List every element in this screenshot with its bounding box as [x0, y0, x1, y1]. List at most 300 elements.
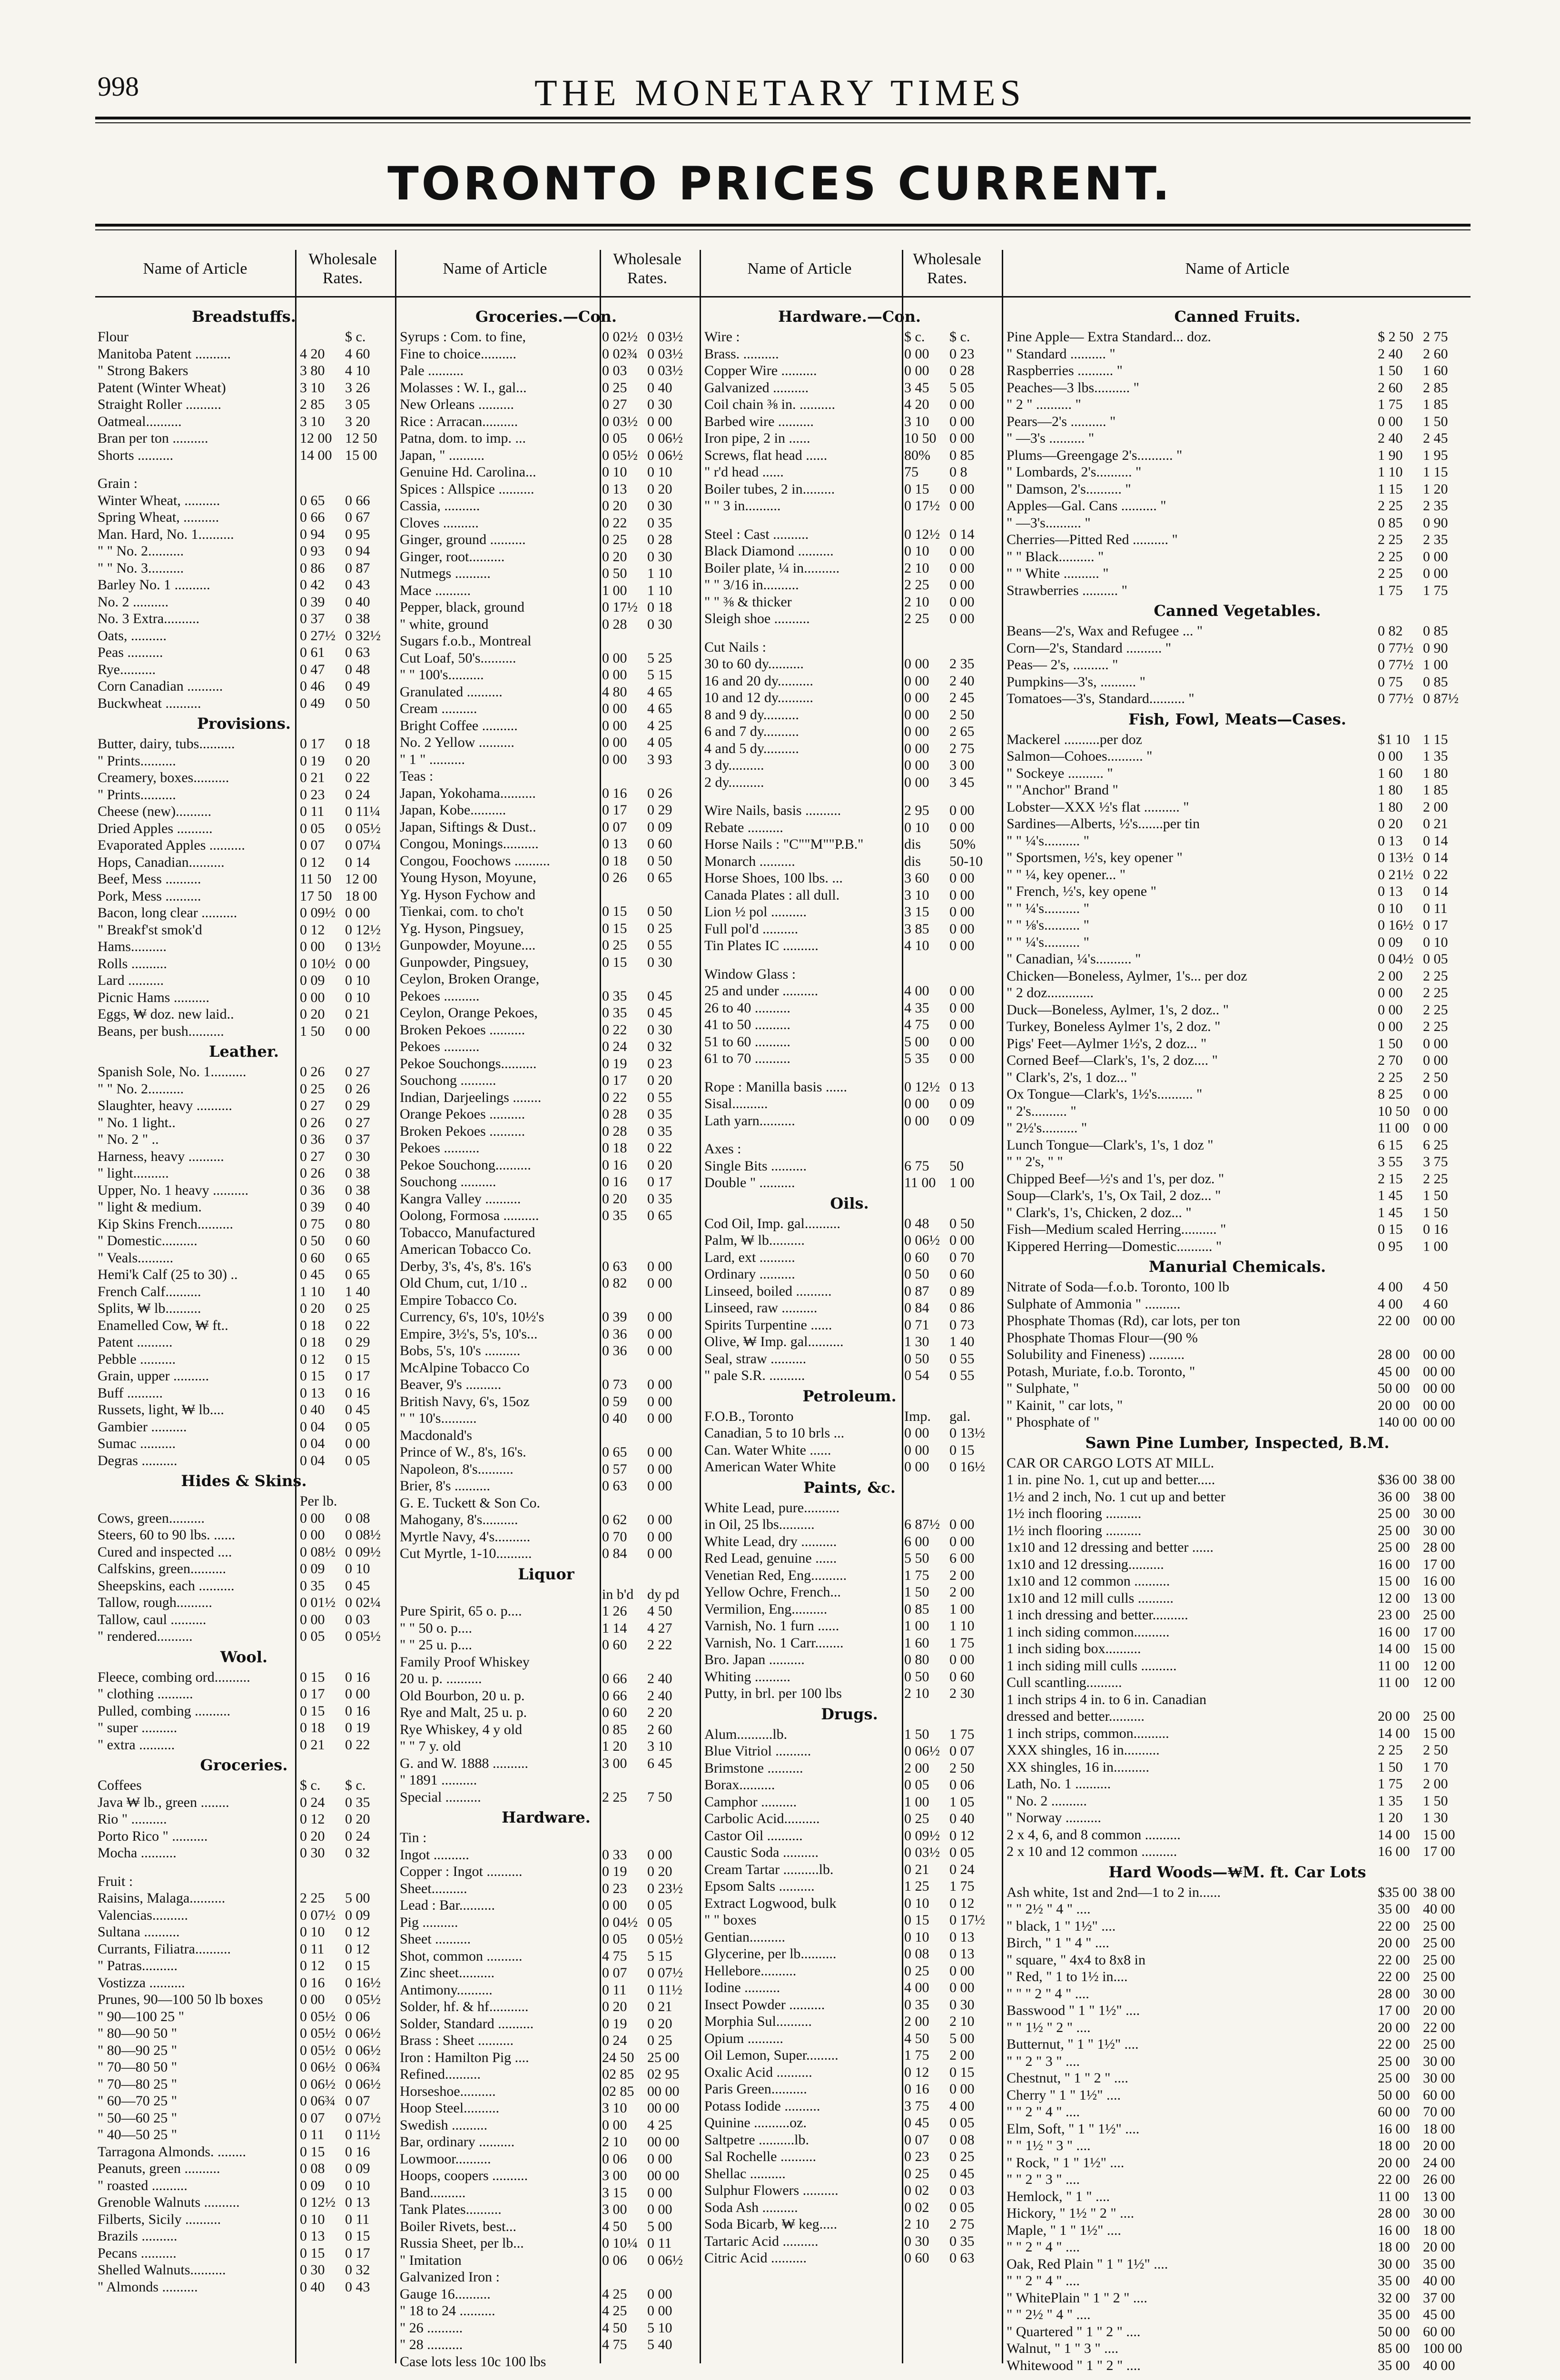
price-high: 1 85	[1423, 782, 1448, 798]
price-low: 0 60	[602, 1705, 627, 1720]
price-high: 0 00	[949, 1000, 975, 1016]
price-row	[400, 1772, 692, 1789]
price-high: 0 05	[647, 1914, 672, 1930]
article-name: Myrtle Navy, 4's..........	[400, 1528, 531, 1545]
price-row	[98, 1097, 390, 1114]
price-low: 22 00	[1378, 1313, 1410, 1329]
price-low: 0 02	[904, 2182, 929, 2198]
article-name: 2 dy..........	[704, 774, 764, 790]
price-row	[400, 886, 692, 903]
price-low: 0 36	[300, 1131, 325, 1147]
price-row	[98, 594, 390, 611]
price-low: 1 80	[1378, 799, 1403, 815]
price-row	[400, 582, 692, 599]
article-name: Venetian Red, Eng..........	[704, 1567, 847, 1583]
price-row	[704, 610, 995, 627]
price-row	[98, 837, 390, 854]
price-high: 0 20	[647, 481, 672, 497]
article-name: American Water White	[704, 1459, 836, 1475]
price-high: 0 13	[949, 1079, 975, 1095]
price-low: 1 25	[904, 1878, 929, 1894]
article-name: 51 to 60 ..........	[704, 1033, 790, 1050]
price-low: dis	[904, 836, 921, 852]
price-low: 0 27	[300, 1098, 325, 1113]
price-high: 0 00	[647, 1393, 672, 1409]
price-low	[1378, 1691, 1423, 1708]
article-name: " " Black.......... "	[1007, 548, 1104, 565]
price-low: 0 50	[300, 1233, 325, 1249]
article-name: Cured and inspected ....	[98, 1544, 232, 1560]
article-name: " " 25 u. p....	[400, 1637, 472, 1653]
price-row	[704, 497, 995, 515]
price-high: 2 00	[949, 1584, 975, 1600]
article-name: Antimony..........	[400, 1982, 493, 1998]
price-low: 11 50	[300, 871, 332, 887]
price-low: 0 26	[300, 1114, 325, 1130]
price-row	[400, 548, 692, 565]
price-high: 2 22	[647, 1637, 672, 1653]
price-high: 0 08	[949, 2132, 975, 2148]
price-high: 0 65	[647, 870, 672, 885]
price-high: 3 00	[949, 757, 975, 773]
price-high: 0 20	[647, 1072, 672, 1088]
price-high: 4 25	[647, 717, 672, 734]
price-high	[647, 971, 692, 988]
price-low: 0 54	[904, 1368, 929, 1383]
article-name: Sulphur Flowers ..........	[704, 2182, 839, 2198]
article-name: " —3's .......... "	[1007, 430, 1095, 446]
price-row	[98, 1216, 390, 1233]
price-row	[704, 379, 995, 397]
price-row	[98, 2143, 390, 2161]
price-high: 00 00	[1423, 1397, 1455, 1413]
price-row	[98, 492, 390, 509]
article-name: " " 2 " 4 " ....	[1007, 2273, 1080, 2289]
price-row	[98, 786, 390, 803]
price-row	[98, 2076, 390, 2093]
price-row	[98, 2261, 390, 2279]
price-row	[98, 346, 390, 363]
price-high: 0 35	[949, 2233, 975, 2249]
price-low: 6 75	[904, 1158, 929, 1174]
article-name: " No. 1 light..	[98, 1114, 176, 1130]
article-name: Borax..........	[704, 1777, 775, 1793]
price-low: 2 40	[1378, 346, 1403, 362]
article-name: Horseshoe..........	[400, 2083, 496, 2099]
price-low: 0 45	[904, 2115, 929, 2131]
article-name: Congou, Monings..........	[400, 836, 539, 852]
article-name: Nitrate of Soda—f.o.b. Toronto, 100 lb	[1007, 1279, 1230, 1295]
price-row	[400, 1545, 692, 1562]
price-row	[400, 1755, 692, 1772]
price-high: 0 05½	[345, 1992, 381, 2007]
price-low: 0 66	[300, 509, 325, 525]
price-high: 0 00	[949, 397, 975, 412]
price-row	[400, 666, 692, 684]
price-high: 2 25	[1423, 968, 1448, 984]
article-name: Peas ..........	[98, 645, 163, 660]
article-name: Boiler tubes, 2 in.........	[704, 481, 835, 497]
article-name: Blue Vitriol ..........	[704, 1743, 811, 1759]
price-low: 0 15	[300, 2143, 325, 2160]
article-name: " clothing ..........	[98, 1686, 193, 1702]
article-name: 10 and 12 dy..........	[704, 690, 813, 705]
price-high: 4 10	[345, 363, 370, 378]
article-name: Extract Logwood, bulk	[704, 1895, 837, 1911]
price-high: 0 08	[345, 1510, 370, 1526]
price-row	[400, 869, 692, 886]
article-name: Boiler Rivets, best...	[400, 2218, 516, 2234]
article-name: Apples—Gal. Cans .......... "	[1007, 498, 1166, 514]
price-row	[1007, 748, 1468, 765]
price-high: 3 26	[345, 379, 370, 396]
price-low: 0 47	[300, 661, 325, 677]
price-high: 15 00	[345, 447, 377, 463]
section-heading: Hard Woods—₩M. ft. Car Lots	[1108, 1863, 1366, 1881]
price-high: 0 00	[1423, 1103, 1448, 1119]
price-high: 0 03	[345, 1611, 370, 1627]
price-row	[98, 1719, 390, 1736]
price-low: 11 00	[1378, 1657, 1410, 1674]
price-low: 0 11	[300, 2127, 325, 2142]
price-high: 1 10	[647, 565, 672, 581]
price-low: 0 10	[904, 543, 929, 559]
article-name: Rope : Manilla basis ......	[704, 1079, 847, 1095]
price-row	[704, 757, 995, 774]
article-name: " " 7 y. old	[400, 1738, 461, 1754]
price-high: 0 10	[1423, 934, 1448, 950]
article-name: Varnish, No. 1 Carr........	[704, 1635, 844, 1651]
article-name: Kippered Herring—Domestic.......... "	[1007, 1238, 1222, 1254]
price-row	[1007, 1279, 1468, 1296]
price-row	[1007, 2036, 1468, 2053]
article-name: Quinine ..........oz.	[704, 2115, 807, 2131]
price-low: 0 13	[602, 481, 627, 497]
price-high: 2 35	[949, 656, 975, 672]
article-name: G. and W. 1888 ..........	[400, 1755, 528, 1771]
price-high	[647, 1241, 692, 1258]
article-name: Lead : Bar..........	[400, 1897, 495, 1913]
price-high: 0 00	[949, 543, 975, 559]
article-name: Sultana ..........	[98, 1924, 180, 1940]
article-name: Pekoes ..........	[400, 988, 480, 1004]
price-high: 2 00	[949, 1567, 975, 1583]
price-row	[400, 1326, 692, 1343]
article-name: Refined..........	[400, 2066, 481, 2082]
price-row	[1007, 2239, 1468, 2256]
article-name: Raisins, Malaga..........	[98, 1890, 226, 1906]
price-high: 0 00	[949, 1533, 975, 1549]
price-high: 25 00	[1423, 2036, 1455, 2052]
price-row	[400, 1393, 692, 1410]
price-row	[400, 819, 692, 836]
price-row	[98, 1890, 390, 1907]
price-high: 4 05	[647, 734, 672, 750]
price-row	[400, 954, 692, 971]
price-row	[400, 802, 692, 819]
article-name: " Norway ..........	[1007, 1810, 1101, 1825]
article-name: Hemi'k Calf (25 to 30) ..	[98, 1267, 238, 1282]
price-row	[1007, 765, 1468, 782]
price-row	[98, 1628, 390, 1645]
price-low: Imp.	[904, 1408, 931, 1424]
article-name: " " ¼'s.......... "	[1007, 833, 1089, 849]
price-low: 02 85	[602, 2083, 634, 2099]
price-row	[98, 2194, 390, 2211]
price-high: 0 00	[647, 2184, 672, 2201]
price-row	[704, 1174, 995, 1191]
price-row	[1007, 2205, 1468, 2222]
price-low: 2 10	[904, 2216, 929, 2232]
price-row	[400, 2269, 692, 2286]
price-low: 0 26	[602, 870, 627, 885]
price-high: 0 00	[345, 1686, 370, 1702]
price-high: 00 00	[1423, 1347, 1455, 1362]
article-name: Molasses : W. I., gal...	[400, 379, 527, 396]
price-row	[98, 2245, 390, 2262]
price-high: 0 11½	[345, 2127, 380, 2142]
article-name: " 18 to 24 ..........	[400, 2303, 495, 2319]
article-name: 61 to 70 ..........	[704, 1051, 790, 1066]
article-name: Yellow Ochre, French...	[704, 1584, 841, 1600]
price-high: 1 15	[1423, 731, 1448, 747]
price-low: 0 24	[300, 1794, 325, 1810]
price-low: 0 09	[300, 1561, 325, 1577]
price-high: 13 00	[1423, 1590, 1455, 1606]
price-low: 0 84	[904, 1300, 929, 1316]
price-low: 0 17	[300, 736, 325, 752]
price-low: 0 45	[300, 1267, 325, 1282]
price-row	[1007, 362, 1468, 379]
price-row	[400, 599, 692, 616]
price-high: 0 40	[949, 1811, 975, 1826]
article-name: " Patras..........	[98, 1958, 178, 1973]
price-high: 0 00	[647, 1546, 672, 1561]
price-row	[98, 1907, 390, 1924]
price-low: 4 80	[602, 684, 627, 700]
price-low: 2 25	[1378, 1742, 1403, 1758]
price-high: 0 12	[345, 1924, 370, 1940]
price-low: 0 00	[904, 724, 929, 739]
price-high: 0 19	[345, 1720, 370, 1735]
price-high	[647, 1772, 692, 1789]
article-name: Cut Loaf, 50's..........	[400, 650, 516, 666]
price-low: 3 10	[904, 887, 929, 903]
article-name: Cut Myrtle, 1-10..........	[400, 1546, 532, 1561]
price-low: 0 25	[602, 379, 627, 396]
article-name: Bar, ordinary ..........	[400, 2134, 515, 2150]
section-heading: Hardware.—Con.	[778, 307, 921, 326]
price-low: 2 25	[1378, 565, 1403, 581]
article-name: 1 inch siding common..........	[1007, 1624, 1170, 1640]
article-name: Degras ..........	[98, 1452, 178, 1468]
article-name: Swedish ..........	[400, 2117, 488, 2133]
article-name: Brier, 8's ..........	[400, 1478, 491, 1494]
price-row	[704, 2199, 995, 2216]
price-high: 0 17	[1423, 917, 1448, 933]
article-name: Sulphate of Ammonia " ..........	[1007, 1296, 1181, 1312]
price-high: 2 65	[949, 724, 975, 739]
price-high: 2 00	[1423, 1776, 1448, 1792]
price-row	[400, 920, 692, 937]
price-row	[704, 1215, 995, 1232]
price-high: 0 21	[647, 1999, 672, 2014]
price-row	[400, 1004, 692, 1021]
price-row	[1007, 582, 1468, 599]
article-name: " " 2½ " 4 " ....	[1007, 1901, 1091, 1917]
price-row	[1007, 1312, 1468, 1329]
price-row	[704, 2148, 995, 2165]
price-row	[1007, 2256, 1468, 2273]
price-high: 3 75	[1423, 1154, 1448, 1170]
price-low: 0 00	[904, 1425, 929, 1441]
price-low: 0 12	[300, 1958, 325, 1973]
price-row	[98, 2025, 390, 2042]
article-name: Lath yarn..........	[704, 1112, 795, 1129]
price-high: 0 15	[345, 1958, 370, 1973]
article-name: Palm, ₩ lb..........	[704, 1232, 805, 1248]
price-high: 0 10	[345, 989, 370, 1005]
article-name: Iodine ..........	[704, 1980, 780, 1995]
article-name: New Orleans ..........	[400, 397, 514, 412]
article-name: Whitewood " 1 " 2 " ....	[1007, 2357, 1141, 2373]
price-row	[704, 1050, 995, 1067]
price-high: 0 20	[647, 1864, 672, 1879]
price-low: 0 15	[602, 903, 627, 919]
price-row	[1007, 1809, 1468, 1826]
price-high: 0 00	[949, 803, 975, 818]
article-name: Soda Ash ..........	[704, 2199, 798, 2215]
price-high: 0 8	[949, 464, 968, 480]
price-row	[98, 1283, 390, 1300]
price-low: 4 35	[904, 1000, 929, 1016]
price-row	[1007, 2290, 1468, 2307]
price-low	[1378, 1329, 1423, 1347]
article-name: Japan, Kobe..........	[400, 802, 506, 818]
price-low: 2 70	[1378, 1052, 1403, 1068]
price-high: 2 25	[1423, 985, 1448, 1001]
price-high: 60 00	[1423, 2087, 1455, 2103]
article-name: Chipped Beef—½'s and 1's, per doz. "	[1007, 1170, 1224, 1187]
article-name: Walnut, " 1 " 3 " ....	[1007, 2340, 1119, 2356]
article-name: Ceylon, Broken Orange,	[400, 971, 540, 987]
price-low: 18 00	[1378, 2138, 1410, 2153]
price-row	[98, 2211, 390, 2228]
article-name: Bro. Japan ..........	[704, 1652, 805, 1667]
price-row	[1007, 1843, 1468, 1860]
price-low: 0 05	[300, 820, 325, 836]
price-row	[1007, 640, 1468, 657]
article-name: Can. Water White ......	[704, 1442, 831, 1458]
price-high: 0 00	[949, 1232, 975, 1248]
price-high: 0 00	[1423, 1052, 1448, 1068]
price-low: 4 75	[602, 2337, 627, 2352]
price-low: 1 26	[602, 1603, 627, 1619]
price-high: 0 06½	[647, 430, 683, 446]
price-row	[98, 1873, 390, 1890]
price-high: 0 05½	[345, 820, 381, 836]
price-high: 0 17	[345, 2245, 370, 2261]
price-low: 0 25	[904, 1811, 929, 1826]
price-row	[1007, 1153, 1468, 1170]
article-name: " 1891 ..........	[400, 1772, 477, 1788]
price-row	[704, 740, 995, 757]
price-low: 50 00	[1378, 1380, 1410, 1396]
price-row	[98, 2228, 390, 2245]
price-low: 4 10	[904, 938, 929, 953]
price-high: 0 29	[345, 1098, 370, 1113]
price-low: 0 61	[300, 645, 325, 660]
article-name: " "Anchor" Brand "	[1007, 782, 1118, 798]
price-row	[400, 2235, 692, 2252]
price-row	[98, 2160, 390, 2177]
price-row	[400, 1089, 692, 1106]
price-row	[1007, 346, 1468, 363]
price-high: 0 27	[345, 1064, 370, 1080]
article-name: " Prints..........	[98, 753, 176, 769]
article-name: Monarch ..........	[704, 853, 795, 869]
price-high: 30 00	[1423, 1506, 1455, 1521]
price-low: 0 12½	[300, 2194, 336, 2210]
price-row	[400, 1897, 692, 1914]
price-row	[704, 1533, 995, 1550]
price-high: 0 38	[345, 1182, 370, 1198]
article-name: Rolls ..........	[98, 955, 167, 972]
price-row	[98, 888, 390, 905]
header-rates-3: Wholesale Rates.	[913, 250, 981, 287]
price-low: 18 00	[1378, 2239, 1410, 2255]
price-high: 00 00	[647, 2168, 680, 2183]
article-name: Broken Pekoes ..........	[400, 1021, 525, 1038]
article-name: XX shingles, 16 in..........	[1007, 1759, 1149, 1775]
price-low: 1 45	[1378, 1188, 1403, 1203]
price-row	[400, 1829, 692, 1846]
price-low: 0 93	[300, 543, 325, 559]
price-row	[704, 1567, 995, 1584]
price-high: 0 50	[647, 853, 672, 869]
price-low: 2 25	[1378, 498, 1403, 514]
price-high: 38 00	[1423, 1472, 1455, 1488]
price-high: 0 23½	[647, 1880, 683, 1896]
price-high: 0 11	[647, 2235, 672, 2251]
price-high	[647, 1224, 692, 1241]
price-row	[400, 1376, 692, 1393]
price-high: 0 00	[647, 1326, 672, 1342]
price-row	[704, 639, 995, 656]
price-row	[704, 1442, 995, 1459]
price-row	[1007, 2137, 1468, 2154]
price-row	[1007, 531, 1468, 548]
price-high: 0 15	[345, 2228, 370, 2244]
article-name: Cream Tartar ..........lb.	[704, 1861, 834, 1877]
price-high: 0 87	[345, 560, 370, 576]
article-name: Tarragona Almonds. ........	[98, 2143, 247, 2160]
article-name: Brass : Sheet ..........	[400, 2033, 514, 2048]
article-name: Pebble ..........	[98, 1351, 176, 1367]
price-low: 2 15	[1378, 1170, 1403, 1187]
price-high: 0 00	[647, 1846, 672, 1863]
article-name: Oats, ..........	[98, 627, 167, 644]
price-high: 0 50	[949, 1215, 975, 1231]
price-low: 0 80	[904, 1652, 929, 1667]
price-low: 0 06½	[300, 2076, 336, 2092]
price-high: 25 00	[1423, 1708, 1455, 1724]
price-row	[1007, 548, 1468, 565]
price-row	[98, 922, 390, 939]
price-row	[400, 1654, 692, 1671]
article-name: Oatmeal..........	[98, 413, 182, 429]
price-high: 0 18	[647, 599, 672, 615]
